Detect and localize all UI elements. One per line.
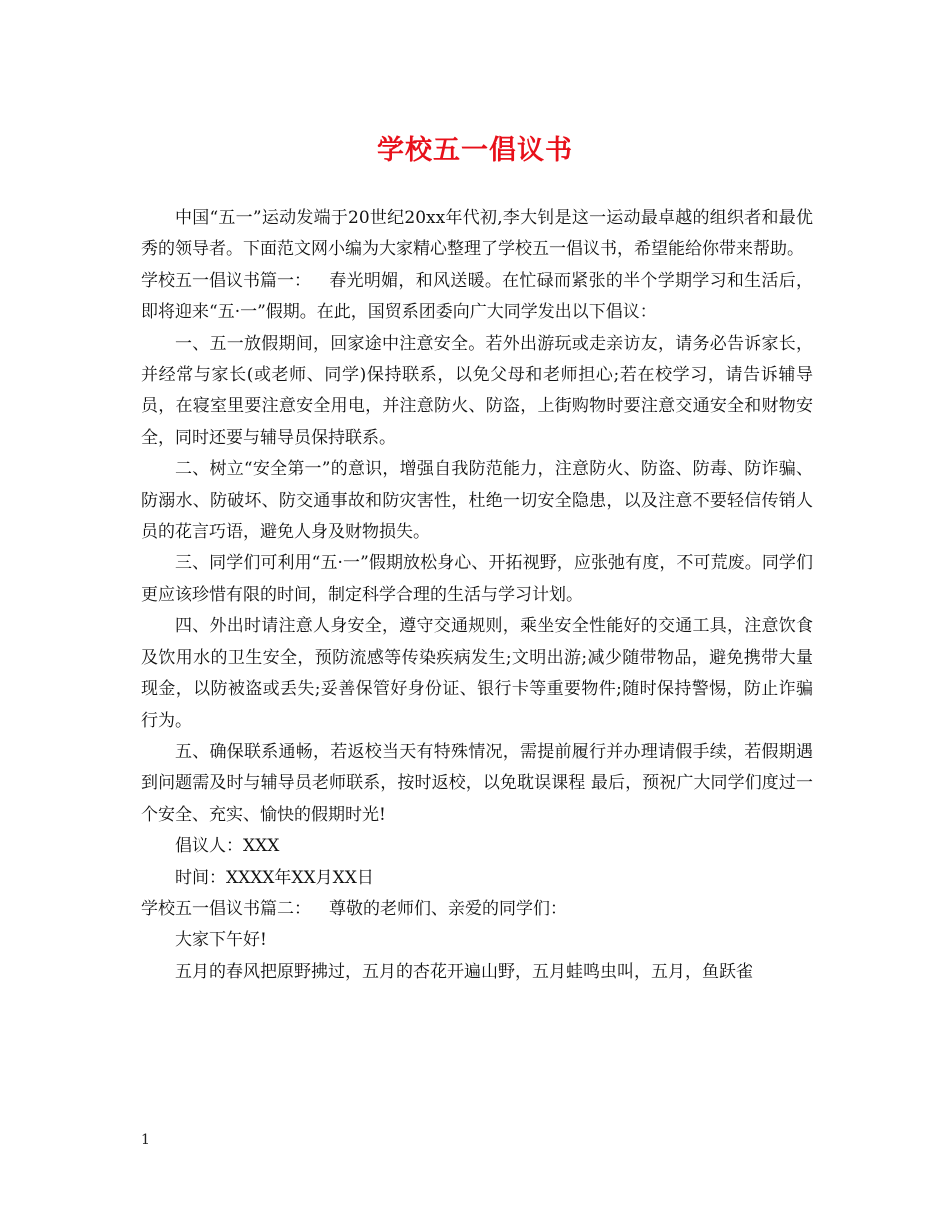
section1-header xyxy=(141,266,813,329)
section2-greeting: 大家下午好! xyxy=(175,930,267,951)
section1-label: 学校五一倡议书篇一： xyxy=(141,270,311,291)
section1-item-4: 四、外出时请注意人身安全，遵守交通规则，乘坐安全性能好的交通工具，注意饮食及饮用水的卫生安全，预防流感等传染疾病发生;文明出游;减少随带物品，避免携带大量现金，以防被盗或丢失;妥善保管好身份证、银行卡等重要物件;随时保持警惕，防止诈骗行为。 xyxy=(141,616,813,731)
page-number: 1 xyxy=(141,1132,150,1148)
signer-line: 倡议人：XXX xyxy=(175,836,280,857)
section1-item-1: 一、五一放假期间，回家途中注意安全。若外出游玩或走亲访友，请务必告诉家长，并经常与家长(或老师、同学)保持联系，以免父母和老师担心;若在校学习，请告诉辅导员，在寝室里要注意安全用电，并注意防火、防盗，上街购物时要注意交通安全和财物安全，同时还要与辅导员保持联系。 xyxy=(141,333,813,448)
section1-lead: 春光明媚，和风送暖。在忙碌而紧张的半个学期学习和生活后，即将迎来“五·一”假期。在此，国贸系团委向广大同学发出以下倡议： xyxy=(141,270,813,323)
intro-paragraph: 中国“五一”运动发端于20世纪20xx年代初,李大钊是这一运动最卓越的组织者和最优秀的领导者。下面范文网小编为大家精心整理了学校五一倡议书，希望能给你带来帮助。 xyxy=(141,208,813,260)
section1-item-3: 三、同学们可利用“五·一”假期放松身心、开拓视野，应张弛有度，不可荒废。同学们更应该珍惜有限的时间，制定科学合理的生活与学习计划。 xyxy=(141,553,813,605)
section2-lead: 尊敬的老师们、亲爱的同学们： xyxy=(329,898,567,919)
section1-item-2: 二、树立“安全第一”的意识，增强自我防范能力，注意防火、防盗、防毒、防诈骗、防溺水、防破坏、防交通事故和防灾害性，杜绝一切安全隐患，以及注意不要轻信传销人员的花言巧语，避免人身及财物损失。 xyxy=(141,459,813,543)
section2-paragraph: 五月的春风把原野拂过，五月的杏花开遍山野，五月蛙鸣虫叫，五月，鱼跃雀 xyxy=(175,961,753,982)
section2-label: 学校五一倡议书篇二： xyxy=(141,898,311,919)
document-body xyxy=(141,203,813,988)
date-line: 时间：XXXX年XX月XX日 xyxy=(175,867,374,888)
section1-item-5: 五、确保联系通畅，若返校当天有特殊情况，需提前履行并办理请假手续，若假期遇到问题需及时与辅导员老师联系，按时返校，以免耽误课程 最后，预祝广大同学们度过一个安全、充实、愉快的假期时光! xyxy=(141,741,813,825)
document-title: 学校五一倡议书 xyxy=(377,135,573,166)
section2-header xyxy=(141,894,813,925)
